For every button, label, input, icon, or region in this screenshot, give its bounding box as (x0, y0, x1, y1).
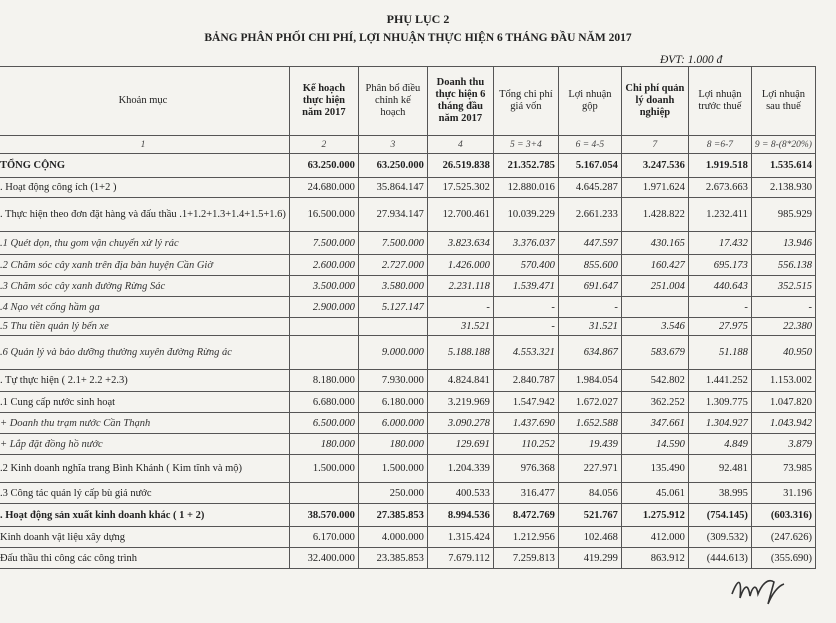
col-header: Lợi nhuận trước thuế (688, 67, 751, 136)
row-label: .1 Cung cấp nước sinh hoạt (0, 392, 289, 413)
value-cell: 5.167.054 (558, 154, 621, 178)
value-cell: 1.441.252 (688, 370, 751, 392)
value-cell: 634.867 (558, 336, 621, 370)
value-cell: 2.673.663 (688, 178, 751, 198)
table-row (0, 178, 815, 198)
value-cell: 419.299 (558, 548, 621, 569)
value-cell: 7.679.112 (427, 548, 493, 569)
value-cell: - (493, 318, 558, 336)
value-cell: 3.879 (751, 434, 815, 455)
value-cell: 2.138.930 (751, 178, 815, 198)
value-cell: 31.521 (558, 318, 621, 336)
row-label: .6 Quản lý và bảo dưỡng thường xuyên đường Rừng ác (0, 336, 289, 370)
value-cell: 6.680.000 (289, 392, 358, 413)
value-cell: - (493, 297, 558, 318)
value-cell: 2.840.787 (493, 370, 558, 392)
value-cell: 542.802 (621, 370, 688, 392)
value-cell: 10.039.229 (493, 198, 558, 232)
value-cell: 3.823.634 (427, 232, 493, 255)
col-header: Doanh thu thực hiện 6 tháng đầu năm 2017 (427, 67, 493, 136)
value-cell: 250.000 (358, 483, 427, 504)
value-cell: 129.691 (427, 434, 493, 455)
value-cell: 1.971.624 (621, 178, 688, 198)
value-cell: 40.950 (751, 336, 815, 370)
value-cell: 1.153.002 (751, 370, 815, 392)
row-label: .3 Công tác quản lý cấp bù giá nước (0, 483, 289, 504)
value-cell: 73.985 (751, 455, 815, 483)
value-cell: 180.000 (289, 434, 358, 455)
value-cell: 180.000 (358, 434, 427, 455)
index-cell: 4 (427, 136, 493, 154)
value-cell (358, 318, 427, 336)
value-cell: 4.849 (688, 434, 751, 455)
value-cell: 1.984.054 (558, 370, 621, 392)
index-row (0, 136, 815, 154)
document-subtitle: BẢNG PHÂN PHỐI CHI PHÍ, LỢI NHUẬN THỰC HIỆN 6 THÁNG ĐẦU NĂM 2017 (204, 32, 632, 44)
value-cell: 5.188.188 (427, 336, 493, 370)
value-cell: 583.679 (621, 336, 688, 370)
value-cell: 3.247.536 (621, 154, 688, 178)
value-cell: 102.468 (558, 527, 621, 548)
value-cell: 45.061 (621, 483, 688, 504)
value-cell: 1.309.775 (688, 392, 751, 413)
value-cell: - (427, 297, 493, 318)
value-cell: 521.767 (558, 504, 621, 527)
value-cell: (355.690) (751, 548, 815, 569)
value-cell: 9.000.000 (358, 336, 427, 370)
value-cell: 1.500.000 (289, 455, 358, 483)
cost-profit-table (0, 66, 816, 569)
value-cell: 8.472.769 (493, 504, 558, 527)
table-row (0, 276, 815, 297)
table-row (0, 455, 815, 483)
value-cell: 7.500.000 (289, 232, 358, 255)
value-cell: 1.437.690 (493, 413, 558, 434)
value-cell: 4.645.287 (558, 178, 621, 198)
value-cell: 63.250.000 (358, 154, 427, 178)
table-row (0, 318, 815, 336)
value-cell: 23.385.853 (358, 548, 427, 569)
value-cell: 863.912 (621, 548, 688, 569)
value-cell: 3.546 (621, 318, 688, 336)
table-row (0, 154, 815, 178)
value-cell: 2.727.000 (358, 255, 427, 276)
value-cell: 3.500.000 (289, 276, 358, 297)
value-cell: 1.535.614 (751, 154, 815, 178)
table-row (0, 297, 815, 318)
value-cell: 32.400.000 (289, 548, 358, 569)
value-cell: 976.368 (493, 455, 558, 483)
value-cell: 5.127.147 (358, 297, 427, 318)
value-cell: - (688, 297, 751, 318)
value-cell: 6.500.000 (289, 413, 358, 434)
value-cell: 3.090.278 (427, 413, 493, 434)
table-row (0, 370, 815, 392)
row-label: .2 Chăm sóc cây xanh trên địa bàn huyện Cần Giờ (0, 255, 289, 276)
table-row (0, 504, 815, 527)
value-cell: 316.477 (493, 483, 558, 504)
value-cell: 695.173 (688, 255, 751, 276)
value-cell (289, 318, 358, 336)
value-cell: 110.252 (493, 434, 558, 455)
value-cell: 12.880.016 (493, 178, 558, 198)
value-cell: 31.196 (751, 483, 815, 504)
value-cell: 27.934.147 (358, 198, 427, 232)
value-cell: 2.231.118 (427, 276, 493, 297)
value-cell: 347.661 (621, 413, 688, 434)
row-label: . Thực hiện theo đơn đặt hàng và đấu thầu .1+1.2+1.3+1.4+1.5+1.6) (0, 198, 289, 232)
value-cell (289, 483, 358, 504)
col-header: Lợi nhuận gộp (558, 67, 621, 136)
value-cell: 1.426.000 (427, 255, 493, 276)
value-cell: 6.000.000 (358, 413, 427, 434)
unit-label: ĐVT: 1.000 đ (660, 54, 723, 66)
value-cell: 7.259.813 (493, 548, 558, 569)
row-label: .4 Nạo vét cống hầm ga (0, 297, 289, 318)
value-cell: 1.232.411 (688, 198, 751, 232)
table-row (0, 527, 815, 548)
table-row (0, 232, 815, 255)
row-label: .1 Quét dọn, thu gom vận chuyển xử lý rác (0, 232, 289, 255)
value-cell: 8.994.536 (427, 504, 493, 527)
value-cell: 63.250.000 (289, 154, 358, 178)
value-cell: 440.643 (688, 276, 751, 297)
table-row (0, 413, 815, 434)
value-cell: 1.204.339 (427, 455, 493, 483)
col-header: Chi phí quản lý doanh nghiệp (621, 67, 688, 136)
value-cell: 2.900.000 (289, 297, 358, 318)
value-cell: 19.439 (558, 434, 621, 455)
value-cell: 38.570.000 (289, 504, 358, 527)
value-cell: 14.590 (621, 434, 688, 455)
value-cell: 430.165 (621, 232, 688, 255)
table-row (0, 548, 815, 569)
row-label: TỔNG CỘNG (0, 154, 289, 178)
value-cell: 985.929 (751, 198, 815, 232)
value-cell: 27.385.853 (358, 504, 427, 527)
col-header: Tổng chi phí giá vốn (493, 67, 558, 136)
value-cell: 1.043.942 (751, 413, 815, 434)
index-cell: 7 (621, 136, 688, 154)
value-cell: 4.000.000 (358, 527, 427, 548)
table-row (0, 483, 815, 504)
value-cell: (754.145) (688, 504, 751, 527)
value-cell: 1.652.588 (558, 413, 621, 434)
index-cell: 2 (289, 136, 358, 154)
row-label: + Doanh thu trạm nước Cần Thạnh (0, 413, 289, 434)
value-cell: 7.930.000 (358, 370, 427, 392)
value-cell: 447.597 (558, 232, 621, 255)
row-label: Đấu thầu thi công các công trình (0, 548, 289, 569)
value-cell: 7.500.000 (358, 232, 427, 255)
value-cell: 3.376.037 (493, 232, 558, 255)
value-cell: 1.304.927 (688, 413, 751, 434)
value-cell: 51.188 (688, 336, 751, 370)
value-cell: (603.316) (751, 504, 815, 527)
row-label: .2 Kinh doanh nghĩa trang Bình Khánh ( Kim tĩnh và mộ) (0, 455, 289, 483)
header-row (0, 67, 815, 136)
value-cell: 1.672.027 (558, 392, 621, 413)
value-cell: 412.000 (621, 527, 688, 548)
value-cell: 6.180.000 (358, 392, 427, 413)
value-cell (289, 336, 358, 370)
value-cell: 8.180.000 (289, 370, 358, 392)
value-cell: 22.380 (751, 318, 815, 336)
table-row (0, 392, 815, 413)
value-cell: (444.613) (688, 548, 751, 569)
value-cell: 2.600.000 (289, 255, 358, 276)
value-cell: 24.680.000 (289, 178, 358, 198)
table-row (0, 255, 815, 276)
value-cell: 21.352.785 (493, 154, 558, 178)
table-row (0, 198, 815, 232)
value-cell: 1.539.471 (493, 276, 558, 297)
value-cell: 251.004 (621, 276, 688, 297)
value-cell: 570.400 (493, 255, 558, 276)
value-cell: 1.500.000 (358, 455, 427, 483)
value-cell: 4.824.841 (427, 370, 493, 392)
row-label: . Hoạt động công ích (1+2 ) (0, 178, 289, 198)
col-header: Lợi nhuận sau thuế (751, 67, 815, 136)
value-cell: 27.975 (688, 318, 751, 336)
value-cell: 17.525.302 (427, 178, 493, 198)
row-label: . Hoạt động sản xuất kinh doanh khác ( 1 + 2) (0, 504, 289, 527)
value-cell: 1.547.942 (493, 392, 558, 413)
value-cell: 3.219.969 (427, 392, 493, 413)
value-cell: 38.995 (688, 483, 751, 504)
row-label: . Tự thực hiện ( 2.1+ 2.2 +2.3) (0, 370, 289, 392)
value-cell: 31.521 (427, 318, 493, 336)
value-cell: 35.864.147 (358, 178, 427, 198)
value-cell: 12.700.461 (427, 198, 493, 232)
row-label: .3 Chăm sóc cây xanh đường Rừng Sác (0, 276, 289, 297)
value-cell: 6.170.000 (289, 527, 358, 548)
value-cell: 84.056 (558, 483, 621, 504)
col-header: Kế hoạch thực hiện năm 2017 (289, 67, 358, 136)
index-cell: 6 = 4-5 (558, 136, 621, 154)
value-cell: 17.432 (688, 232, 751, 255)
value-cell: 160.427 (621, 255, 688, 276)
row-label: Kinh doanh vật liệu xây dựng (0, 527, 289, 548)
col-header: Khoản mục (0, 67, 289, 136)
value-cell: 26.519.838 (427, 154, 493, 178)
index-cell: 1 (0, 136, 289, 154)
value-cell: 13.946 (751, 232, 815, 255)
table-row (0, 336, 815, 370)
row-label: + Lắp đặt đồng hồ nước (0, 434, 289, 455)
value-cell: 135.490 (621, 455, 688, 483)
index-cell: 3 (358, 136, 427, 154)
value-cell: 16.500.000 (289, 198, 358, 232)
value-cell: 1.275.912 (621, 504, 688, 527)
value-cell: 352.515 (751, 276, 815, 297)
value-cell: 1.212.956 (493, 527, 558, 548)
index-cell: 5 = 3+4 (493, 136, 558, 154)
value-cell: (247.626) (751, 527, 815, 548)
value-cell: 691.647 (558, 276, 621, 297)
value-cell: 556.138 (751, 255, 815, 276)
value-cell: 3.580.000 (358, 276, 427, 297)
value-cell: 400.533 (427, 483, 493, 504)
signature-icon (728, 568, 788, 608)
value-cell (621, 297, 688, 318)
value-cell: 1.428.822 (621, 198, 688, 232)
index-cell: 8 =6-7 (688, 136, 751, 154)
value-cell: 92.481 (688, 455, 751, 483)
value-cell: - (751, 297, 815, 318)
value-cell: - (558, 297, 621, 318)
index-cell: 9 = 8-(8*20%) (751, 136, 815, 154)
value-cell: 4.553.321 (493, 336, 558, 370)
value-cell: 855.600 (558, 255, 621, 276)
value-cell: 362.252 (621, 392, 688, 413)
value-cell: 2.661.233 (558, 198, 621, 232)
document-title: PHỤ LỤC 2 (386, 12, 450, 26)
table-row (0, 434, 815, 455)
value-cell: 1.919.518 (688, 154, 751, 178)
col-header: Phân bổ điều chỉnh kế hoạch (358, 67, 427, 136)
value-cell: 1.047.820 (751, 392, 815, 413)
value-cell: 227.971 (558, 455, 621, 483)
value-cell: (309.532) (688, 527, 751, 548)
value-cell: 1.315.424 (427, 527, 493, 548)
row-label: .5 Thu tiền quản lý bến xe (0, 318, 289, 336)
